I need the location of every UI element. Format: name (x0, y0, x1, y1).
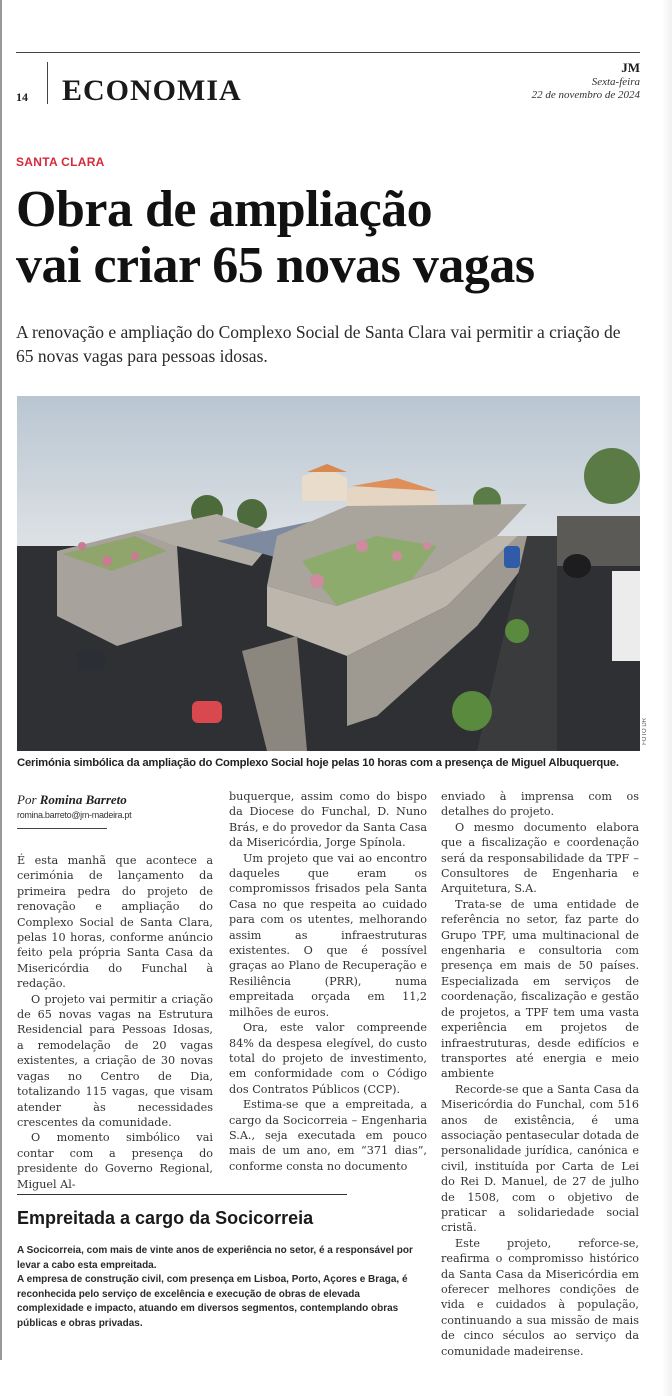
flowering-shrub (310, 574, 324, 588)
building-render-image (17, 396, 640, 751)
parked-car (77, 651, 105, 671)
article-kicker: SANTA CLARA (16, 155, 105, 169)
byline-prefix: Por (17, 792, 40, 807)
tree (505, 619, 529, 643)
article-standfirst: A renovação e ampliação do Complexo Social de Santa Clara vai permitir a criação de 65 novas vagas para pessoas idosas. (16, 322, 621, 366)
box-text (17, 1244, 417, 1331)
paragraph: É esta manhã que acontece a cerimónia de lançamento da primeira pedra do projeto de renovação e ampliação do Complexo Social de Santa Clara, pelas 10 horas, conforme anúncio feito pela própria Santa Casa da Misericórdia do Funchal à redação. (17, 854, 213, 991)
flowering-shrub (78, 542, 86, 550)
paragraph: enviado à imprensa com os detalhes do projeto. (441, 790, 639, 819)
red-car (192, 701, 222, 723)
flowering-shrub (392, 551, 402, 561)
article-headline (16, 182, 656, 294)
headline-line-1: Obra de ampliação (16, 181, 433, 238)
flowering-shrub (131, 552, 139, 560)
article-column-3 (441, 789, 639, 1359)
page-gutter-shadow (662, 0, 672, 1396)
flowering-shrub (423, 542, 431, 550)
section-divider (47, 62, 48, 104)
photo-caption: Cerimónia simbólica da ampliação do Complexo Social hoje pelas 10 horas com a presença de Miguel Albuquerque. (17, 757, 619, 769)
header-rule (16, 52, 640, 53)
article-column-2 (229, 789, 427, 1174)
flowering-shrub (356, 540, 368, 552)
box-title: Empreitada a cargo da Socicorreia (17, 1208, 314, 1228)
white-building (612, 571, 640, 661)
blue-car (504, 546, 520, 568)
photo-credit: FOTO DR (642, 718, 648, 745)
paragraph: O projeto vai permitir a criação de 65 novas vagas na Estrutura Residencial para Pessoas Idosas, a remodelação de 20 vagas existentes, a criação de 30 novas vagas no Centro de Dia, totalizando 115 vagas, que visam atender às necessidades crescentes da comunidade. (17, 992, 213, 1129)
paragraph: Trata-se de uma entidade de referência no setor, faz parte do Grupo TPF, uma multinacional de engenharia e consultoria com presença em mais de 50 países. Especializada em serviços de coordenação, fiscalização e gestão de projetos, a TPF tem uma vasta experiência em projetos de infraestruturas, desde edifícios e transportes até energia e meio ambiente (441, 897, 639, 1081)
paragraph: O mesmo documento elabora que a fiscalização e coordenação será da responsabilidade da TPF – Consultores de Engenharia e Arquitetura, S.A. (441, 820, 639, 896)
paragraph: O momento simbólico vai contar com a presença do presidente do Governo Regional, Miguel Al- (17, 1131, 213, 1191)
headline-line-2: vai criar 65 novas vagas (16, 237, 535, 294)
article-photo (17, 396, 640, 751)
issue-date: 22 de novembro de 2024 (531, 89, 640, 101)
tunnel-opening (563, 554, 591, 578)
paragraph: Um projeto que vai ao encontro daqueles que eram os compromissos frisados pela Santa Casa no que respeita ao cuidado para com os utentes, melhorando assim as infraestruturas existentes. O que é possível graças ao Plano de Recuperação e Resiliência (PRR), numa empreitada orçada em 11,2 milhões de euros. (229, 851, 427, 1019)
author-name: Romina Barreto (39, 792, 127, 807)
page-number: 14 (16, 90, 28, 104)
page-edge-shadow (0, 0, 2, 1360)
byline-rule (17, 828, 107, 829)
publication-logo: JM (621, 60, 640, 75)
issue-weekday: Sexta-feira (591, 76, 640, 88)
paragraph: Recorde-se que a Santa Casa da Misericórdia do Funchal, com 516 anos de existência, é uma associação pentasecular dotada de personalidade jurídica, canónica e civil, instituída por Carta de Lei do Rei D. Manuel, de 27 de julho de 1508, com o objetivo de praticar a solidariedade social cristã. (441, 1082, 639, 1235)
box-paragraph: A Socicorreia, com mais de vinte anos de experiência no setor, é a responsável por levar a cabo esta empreitada. (17, 1245, 413, 1271)
section-title: ECONOMIA (62, 74, 242, 107)
box-rule (17, 1194, 347, 1195)
article-column-1 (17, 853, 213, 1192)
tree (584, 448, 640, 504)
paragraph: buquerque, assim como do bispo da Diocese do Funchal, D. Nuno Brás, e do provedor da Santa Casa da Misericórdia, Jorge Spínola. (229, 790, 427, 850)
byline (17, 792, 127, 808)
flowering-shrub (102, 556, 112, 566)
paragraph: Ora, este valor compreende 84% da despesa elegível, do custo total do projeto de investimento, em conformidade com o Código dos Contratos Públicos (CCP). (229, 1021, 427, 1096)
masthead (532, 60, 640, 102)
box-paragraph: A empresa de construção civil, com presença em Lisboa, Porto, Açores e Braga, é reconhecida pelo serviço de excelência e execução de obras de elevada complexidade e impacto, atuando em diversos segmentos, contemplando obras públicas e obras privadas. (17, 1274, 408, 1329)
author-email-link[interactable]: romina.barreto@jm-madeira.pt (17, 810, 132, 820)
tree (452, 691, 492, 731)
paragraph: Estima-se que a empreitada, a cargo da Socicorreia – Engenharia S.A., seja executada em pouco mais de um ano, em “371 dias”, conforme consta no documento (229, 1098, 427, 1173)
paragraph: Este projeto, reforce-se, reafirma o compromisso histórico da Santa Casa da Misericórdia em oferecer melhores condições de vida e cuidados à população, continuando a sua missão de mais de cinco séculos ao serviço da comunidade madeirense. (441, 1236, 639, 1358)
